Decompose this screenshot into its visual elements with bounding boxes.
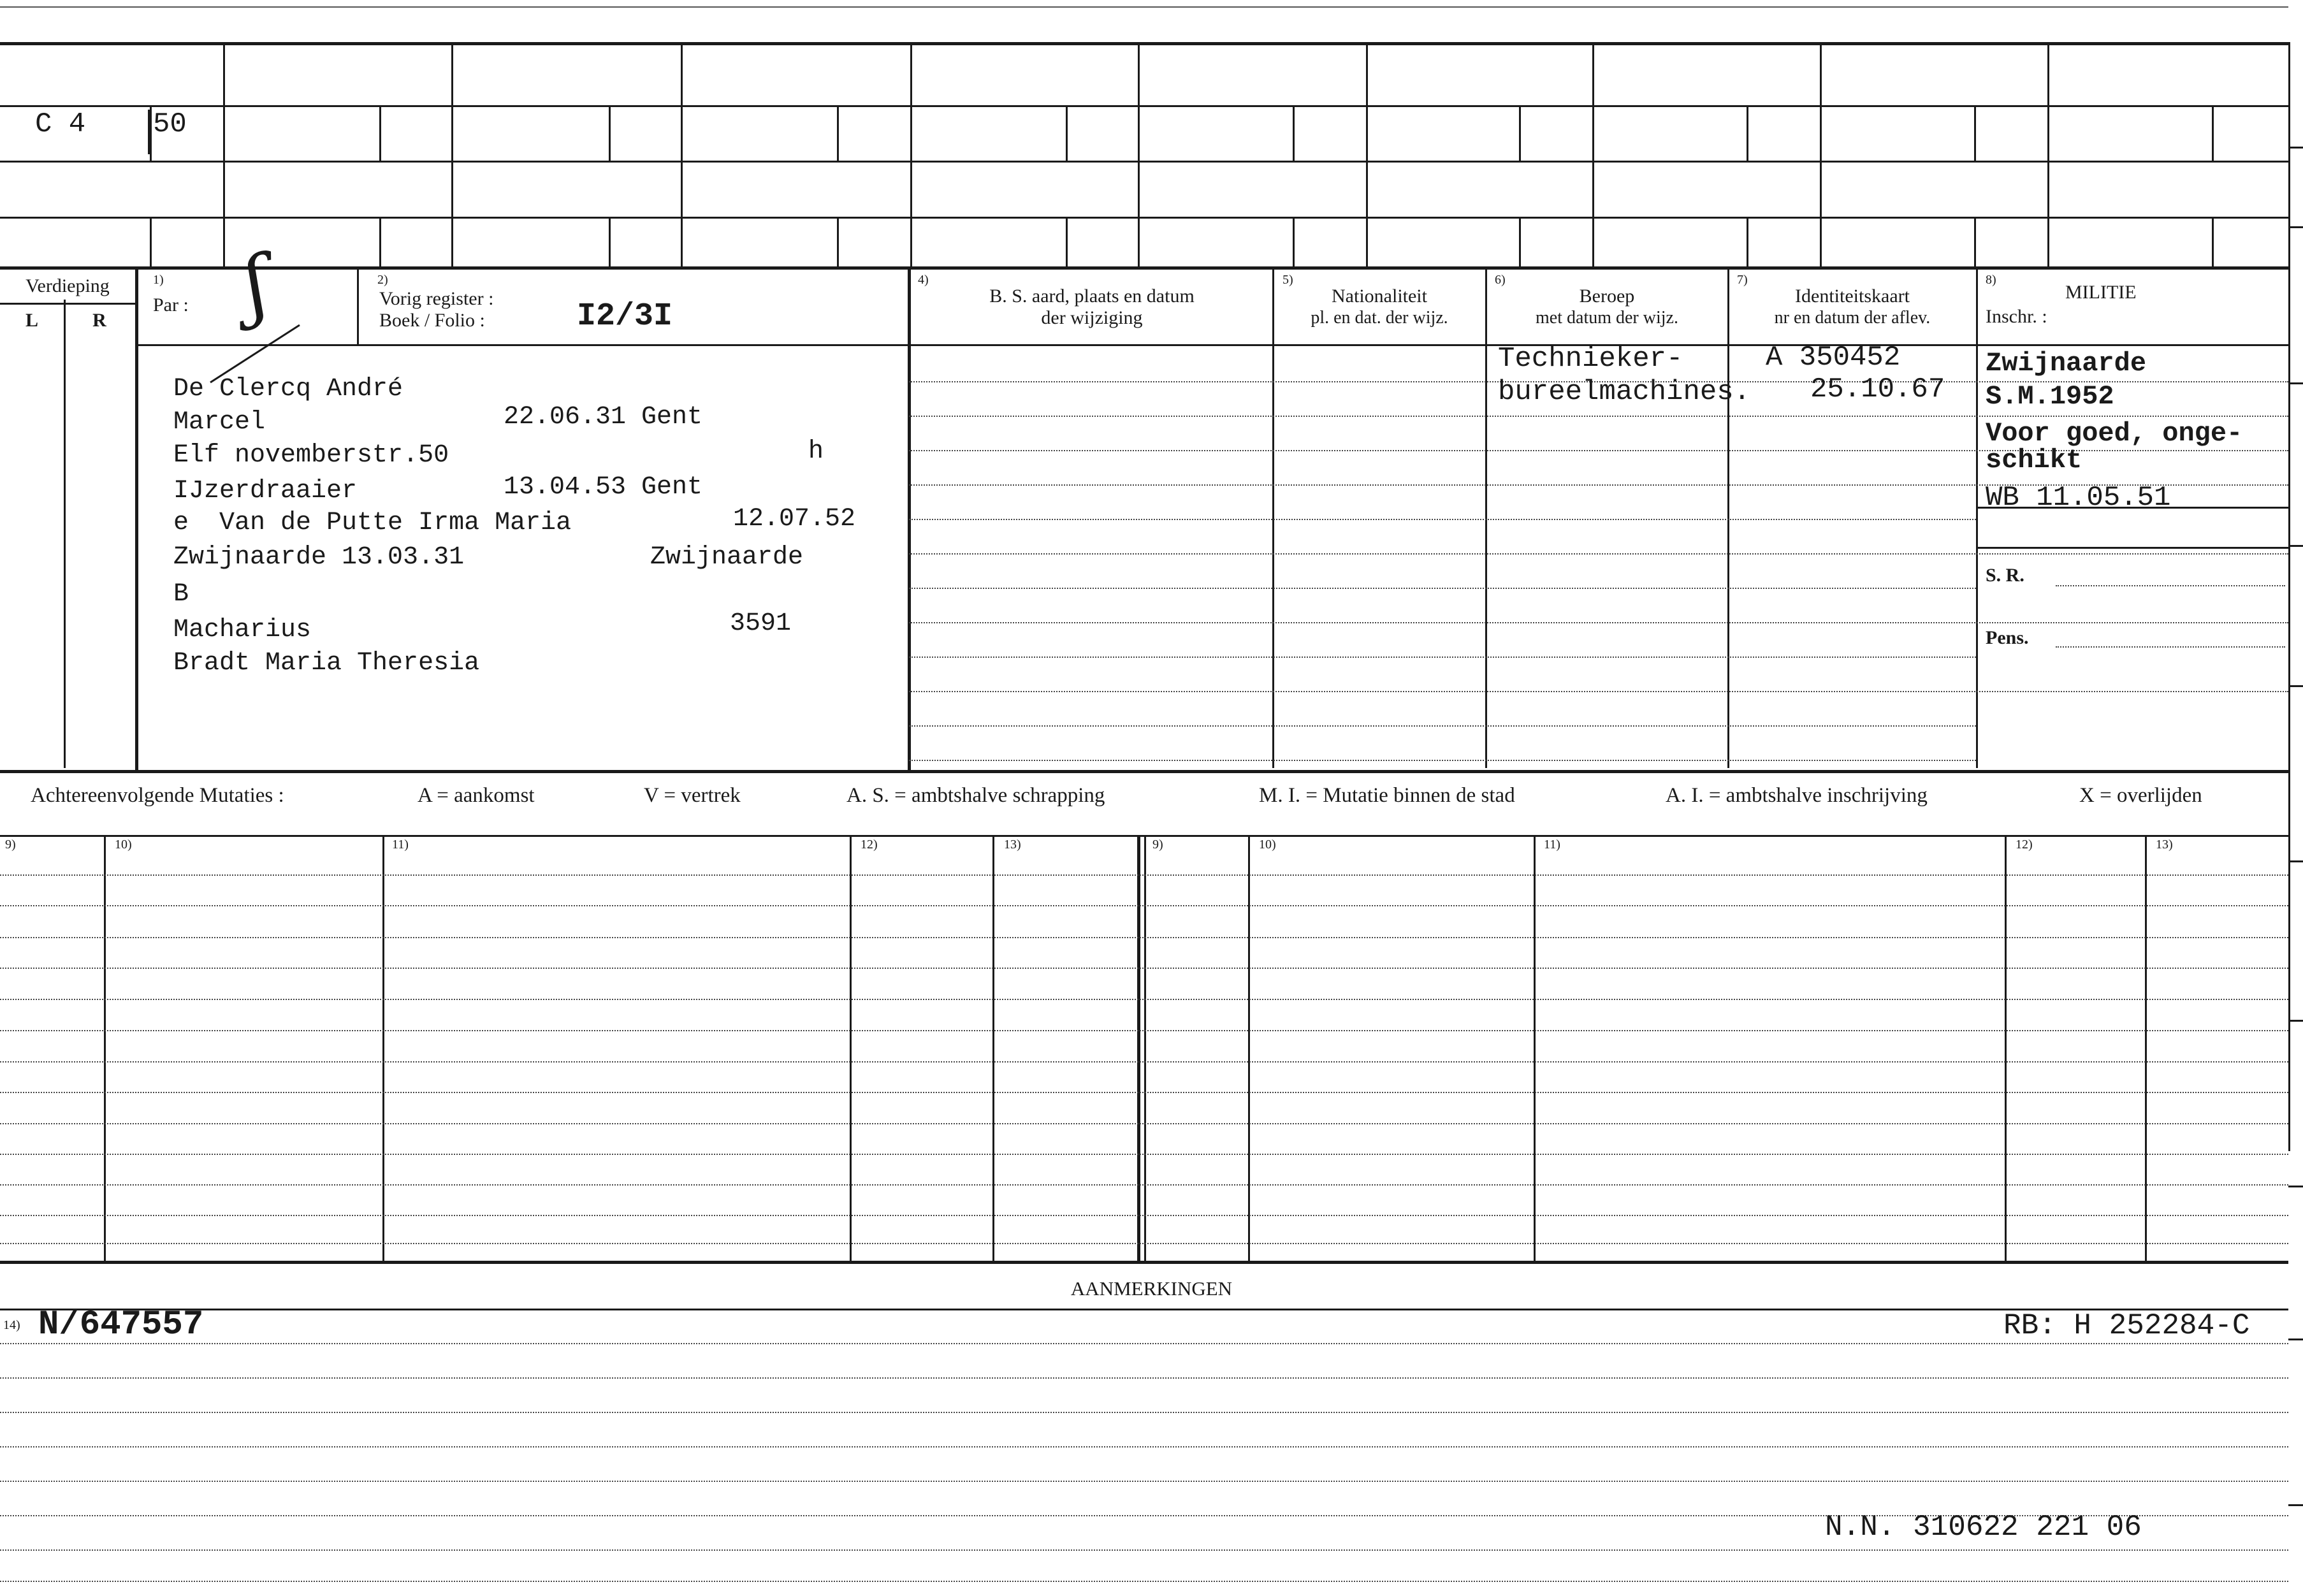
- mut-col-12: 12): [861, 838, 878, 852]
- bs-label-2: der wijziging: [1041, 307, 1143, 328]
- person-marriage-date: 12.07.52: [733, 505, 856, 533]
- person-birth: 22.06.31 Gent: [504, 403, 703, 432]
- person-spouse-town: Zwijnaarde: [650, 543, 804, 572]
- mut-col-11b: 11): [1544, 838, 1560, 852]
- militie-wb-date: WB 11.05.51: [1986, 482, 2171, 514]
- nationaliteit-label-2: pl. en dat. der wijz.: [1311, 308, 1448, 328]
- identiteit-number: A 350452: [1766, 342, 1901, 374]
- par-signature: ʃ: [236, 240, 275, 331]
- mut-col-10: 10): [115, 838, 132, 852]
- boek-folio-label: Boek / Folio :: [379, 310, 485, 331]
- mut-col-12b: 12): [2016, 838, 2033, 852]
- col2-number: 2): [377, 273, 388, 287]
- col-r-label: R: [92, 310, 106, 331]
- inschr-label: Inschr. :: [1986, 306, 2047, 327]
- mut-col-13: 13): [1004, 838, 1021, 852]
- remarks-file-number: N/647557: [38, 1305, 204, 1344]
- col5-number: 5): [1282, 273, 1293, 287]
- vorig-register-label: Vorig register :: [379, 288, 494, 309]
- remarks-number-label: 14): [3, 1318, 20, 1332]
- remarks-rb: RB: H 252284-C: [2003, 1309, 2250, 1342]
- identiteit-label-2: nr en datum der aflev.: [1774, 308, 1931, 328]
- person-parish-number: 3591: [730, 609, 792, 638]
- person-occupation: IJzerdraaier: [173, 477, 358, 505]
- col-l-label: L: [25, 310, 38, 331]
- col6-number: 6): [1495, 273, 1506, 287]
- col8-number: 8): [1986, 273, 1996, 287]
- militie-verdict-2: schikt: [1986, 445, 2082, 475]
- person-spouse-birth: Zwijnaarde 13.03.31: [173, 543, 465, 572]
- militie-place: Zwijnaarde: [1986, 348, 2147, 379]
- beroep-label-2: met datum der wijz.: [1536, 308, 1678, 328]
- col7-number: 7): [1737, 273, 1748, 287]
- legend-vertrek: V = vertrek: [644, 784, 741, 807]
- identiteit-date: 25.10.67: [1810, 374, 1945, 405]
- mut-col-9b: 9): [1152, 838, 1163, 852]
- par-label: Par :: [153, 294, 189, 316]
- person-given-name: Marcel: [173, 408, 266, 437]
- mut-col-11: 11): [392, 838, 409, 852]
- legend-overlijden: X = overlijden: [2079, 784, 2202, 807]
- bs-label-1: B. S. aard, plaats en datum: [989, 286, 1195, 307]
- person-parish: Macharius: [173, 616, 312, 644]
- person-address: Elf novemberstr.50: [173, 441, 449, 470]
- militie-verdict-1: Voor goed, onge-: [1986, 418, 2243, 449]
- identiteit-label-1: Identiteitskaart: [1795, 286, 1910, 307]
- legend-inschrijving: A. I. = ambtshalve inschrijving: [1666, 784, 1928, 807]
- pens-label: Pens.: [1986, 627, 2029, 648]
- mut-col-10b: 10): [1259, 838, 1276, 852]
- beroep-line-2: bureelmachines.: [1498, 376, 1751, 408]
- nationaliteit-label-1: Nationaliteit: [1332, 286, 1427, 307]
- remarks-title: AANMERKINGEN: [1070, 1277, 1233, 1300]
- person-full-name: De Clercq André: [173, 375, 403, 403]
- beroep-line-1: Technieker-: [1498, 343, 1683, 375]
- legend-mutatie: M. I. = Mutatie binnen de stad: [1259, 784, 1515, 807]
- person-spouse: e Van de Putte Irma Maria: [173, 509, 572, 537]
- person-mother: Bradt Maria Theresia: [173, 649, 480, 678]
- legend-aankomst: A = aankomst: [418, 784, 535, 807]
- person-occupation-date: 13.04.53 Gent: [504, 473, 703, 502]
- remarks-nn: N.N. 310622 221 06: [1825, 1511, 2142, 1544]
- person-status: B: [173, 580, 189, 609]
- militie-label: MILITIE: [2065, 282, 2137, 303]
- militie-year: S.M.1952: [1986, 381, 2114, 412]
- col1-number: 1): [153, 273, 164, 287]
- mut-col-13b: 13): [2156, 838, 2173, 852]
- mut-col-9: 9): [5, 838, 16, 852]
- col4-number: 4): [918, 273, 929, 287]
- verdieping-label: Verdieping: [25, 275, 110, 296]
- sr-label: S. R.: [1986, 565, 2024, 586]
- legend-title: Achtereenvolgende Mutaties :: [31, 784, 284, 807]
- legend-schrapping: A. S. = ambtshalve schrapping: [846, 784, 1105, 807]
- boek-folio-value: I2/3I: [577, 298, 673, 335]
- grid-number: 50: [153, 108, 187, 140]
- person-mark: h: [808, 437, 824, 466]
- grid-code: C 4: [35, 108, 86, 140]
- beroep-label-1: Beroep: [1579, 286, 1635, 307]
